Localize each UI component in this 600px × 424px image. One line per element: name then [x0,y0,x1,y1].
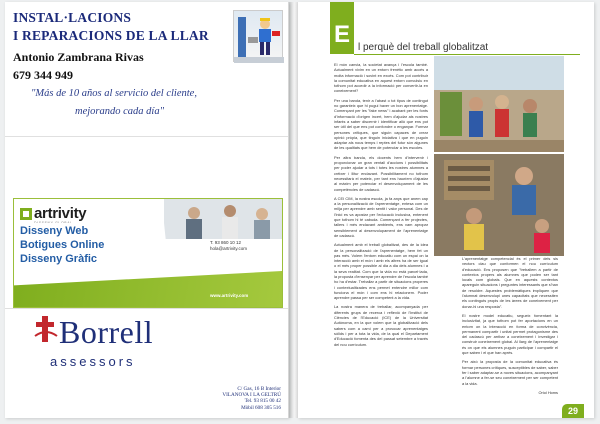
ad-plumbing-title-line1: INSTAL·LACIONS [13,10,132,25]
title-underline [354,54,580,55]
artrivity-brand: artrivity [34,205,87,222]
article-paragraph: La nostra manera de treballar, acompanyada per diferents grups de recerca i reflexió de l'Institut de Ciències de l'Educació (ICE) de la Universitat Autònoma, en la que volem que la globalització dels sabers com a camí per a provocar aprenentatges sòlids i per a tota la vida, de la qual el Departament d'Educació fomenta des del passat setembre a través del nou currículum. [334,304,428,347]
right-page [298,2,594,418]
ad-plumbing-name: Antonio Zambrana Rivas [13,50,144,64]
ad-plumbing-phone: 679 344 949 [13,68,73,82]
borrell-address-line: C/ Gas, 16 B Interior [237,386,281,392]
ad-plumbing-quote-line2: mejorando cada día" [75,106,164,117]
ad-artrivity [13,198,283,308]
article-paragraph: Actualment amb el treball globalitzat, des de la idea de la personalització de l'aprenentatge, hem fet un pas més. Volem l'entorn educatiu com un espai on la interacció amb el món i amb els altres ha de ser igual o el més proper possible al dia a dia dels alumnes i a la seva realitat. Com que la vida no està parcel·lada, la proposta d'ensenyar per aprendre de l'escola també ho ha d'estar. Treballar a partir de situacions properes i contextualitzades ens permet entendre millor com funciona el món i com ens hi relacionem. Poder aprendre passa per ser competent a la vida. [334,242,428,301]
article-column-right [462,256,558,399]
artrivity-contact [210,240,247,252]
ad-separator [5,136,289,137]
article-paragraph: L'aprenentatge competencial és el primer dels sis vectors clau que conformen el nou currículum d'educació. Ens proposen que "treballem a partir de contextos propers als alumnes que poden ser tant locals com globals. Que en aquests contextos apareguin situacions i preguntes interessants que s'han de resoldre. Aquestes problemàtiques impliquen que l'alumnat desenvolupi unes capacitats que necessiten els continguts propis de les àrees de coneixement per donar-hi una resposta". [462,256,558,309]
ad-plumbing-quote-line1: "Más de 10 años al servicio del cliente, [31,88,197,99]
borrell-sub: assessors [50,354,136,369]
article-paragraph: Per una banda, tenir a l'abast o tot tipus de contingut no garanteix que hi pugui haver un bon aprenentatge. Començant per les "fake news" i acabant per les fonts d'informació d'origen incert, hem d'ajudar als nostres infants a saber discernir i identificar allò que ens pot ser útil del que ens pot confondre o enganyar. Formar persones crítiques, que siguin capaces de crear opinió pròpia, que tinguin iniciativa i que en puguin adaptar als nous temps i reptes del futur són algunes de les qualitats que hem de potenciar a les escoles. [334,97,428,151]
borrell-address-line: VILANOVA I LA GELTRÚ [222,392,281,399]
artrivity-web: www.artrivity.com [210,293,249,298]
artrivity-email: hola@artrivity.com [210,246,247,251]
left-page [5,2,289,418]
office-photo [164,199,282,239]
artrivity-service-3: Disseny Gràfic [20,253,98,265]
artrivity-service-2: Botigues Online [20,239,105,251]
ad-plumbing-title-line2: I REPARACIONS DE LA LLAR [13,28,209,43]
article-signature: Oriol Homs [538,389,558,395]
classroom-photo-collage [434,56,564,256]
borrell-mobile: Mòbil 608 305 516 [241,404,281,411]
article-paragraph: Per això la proposta de la comunitat educativa és formar persones crítiques, susceptibles de saber, saber fer i saber adaptar-se a noves situacions, acompanyant a l'alumne a fer-se seu coneixement per ser competent a la vida. [462,359,558,386]
ad-separator [5,308,289,309]
green-wave-band [14,271,282,307]
article-paragraph: El nostre model educatiu, segueix fomentant la inclusivitat, ja que tothom pot fer aportacions en un entorn on la interacció en forma de convivència, permanent compartir i unitat permet protagonisme des del cadascú per arribar a coneixement i investigar i construir coneixement global. Al llarg de l'aprenentatge és on que els alumnes puguin participar i compartir el que saben i el que han après. [462,312,558,356]
artrivity-mark-icon [20,208,32,220]
title-accent-bar [330,2,354,14]
page-gutter [289,2,298,418]
article-title: l perquè del treball globalitzat [358,42,489,53]
article-paragraph: Per altra banda, els docents hem d'intervenir i proporcionar un gran ventall d'accions i possibilitats per poder ajudar a tots i totes les nostres alumnes a créixer i llitur endavant. Possibilitament no tothom necessitarà el mateix, per tant ens hauríem d'ajustar al màxim per potenciar el desenvolupament de les competències de cadascú. [334,154,428,192]
borrell-cross-logo-icon [33,314,59,344]
article-paragraph: El món canvia, la societat avança i l'escola també. Actualment vivim en un entorn frenètic amb accés a molta informació i sovint en excés. Com pot contribuir la comunitat educativa en aquest entorn convulsiu en tothom pot accedir a la informació per convertir-la en coneixement? [334,62,428,94]
borrell-brand: Borrell [59,314,154,350]
article-paragraph: A CEI CIM, la nostra escola, ja fa anys que anem cap a la personalització de l'aprenentatge, entesa com un milja per aprendre amb sentit i valor personal. Des de l'inici es va apostar per l'educació inclusiva, entenent que tothom hi té cabuda. Començant a fer projectes, tallers i més endavant ambients, ens vam apropar sensiblement al desenvolupament de l'aprenentatge de cadascú. [334,195,428,238]
borrell-phone: Tel. 93 815 00 42 [244,398,281,405]
borrell-address [201,386,281,411]
plumber-figure-image [233,10,283,62]
page-number: 29 [567,406,578,416]
artrivity-service-1: Disseny Web [20,225,89,237]
article-column-left [334,62,428,351]
artrivity-phone: T. 93 860 10 12 [210,240,242,245]
artrivity-logo [20,205,86,222]
title-initial: E [330,14,354,54]
page-number-badge [562,404,584,418]
